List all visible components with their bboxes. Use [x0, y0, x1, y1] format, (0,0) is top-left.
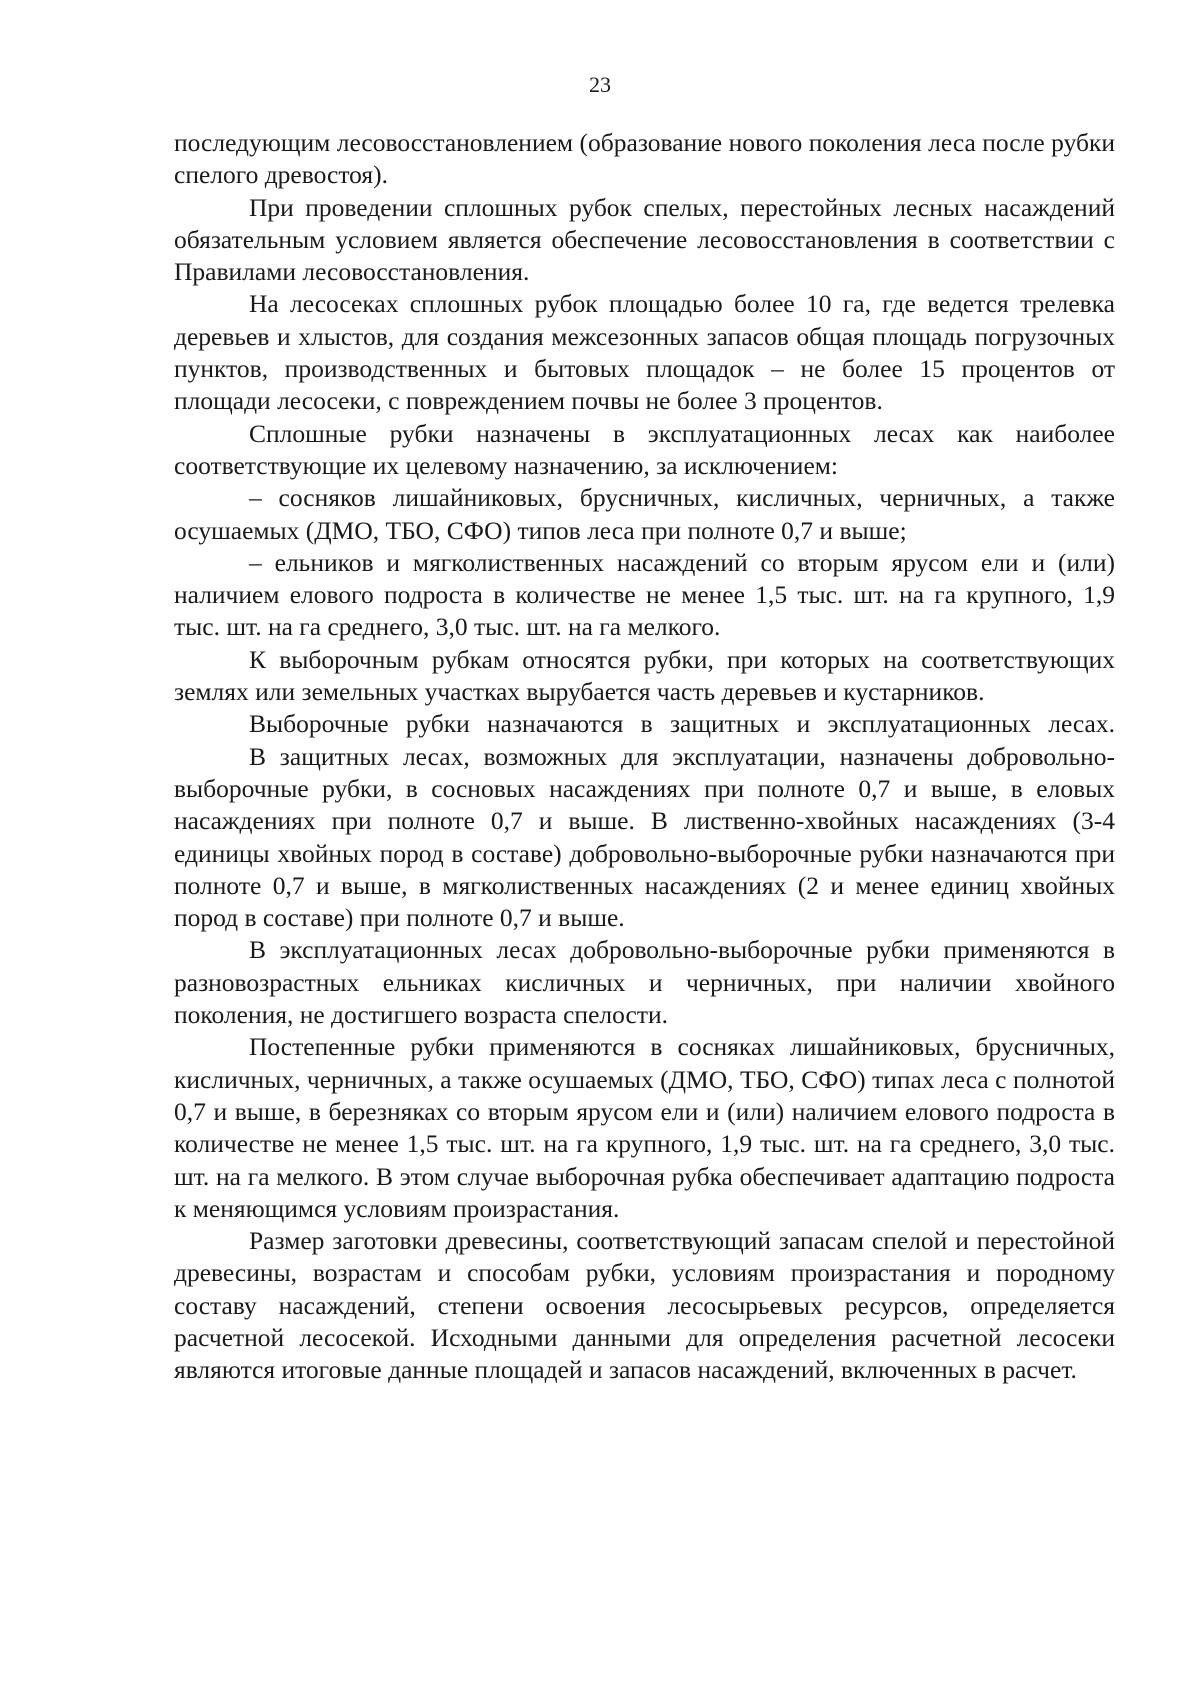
paragraph-continuation: последующим лесовосстановлением (образование нового поколения леса после рубки спелого древостоя). — [174, 128, 1115, 190]
paragraph-protective-forests: В защитных лесах, возможных для эксплуатации, назначены добровольно-выборочные рубки, в сосновых насаждениях при полноте 0,7 и выше, в еловых насаждениях при полноте 0,7 и выше. В лиственно-хвойных насаждениях (3-4 единицы хвойных пород в составе) добровольно-выборочные рубки назначаются при полноте 0,7 и выше, в мягколиственных насаждениях (2 и менее единиц хвойных пород в составе) при полноте 0,7 и выше. — [174, 741, 1115, 933]
paragraph-gradual-cutting: Постепенные рубки применяются в сосняках лишайниковых, брусничных, кисличных, черничных, а также осушаемых (ДМО, ТБО, СФО) типах леса с полнотой 0,7 и выше, в березняках со вторым ярусом ели и (или) наличием елового подроста в количестве не менее 1,5 тыс. шт. на га крупного, 1,9 тыс. шт. на га среднего, 3,0 тыс. шт. на га мелкого. В этом случае выборочная рубка обеспечивает адаптацию подроста к меняющимся условиям произрастания. — [174, 1032, 1115, 1223]
list-item-spruce-stands: – ельников и мягколиственных насаждений со вторым ярусом ели и (или) наличием елового подроста в количестве не менее 1,5 тыс. шт. на га крупного, 1,9 тыс. шт. на га среднего, 3,0 тыс. шт. на га мелкого. — [174, 547, 1115, 642]
paragraph-clear-cutting-exceptions: Сплошные рубки назначены в эксплуатационных лесах как наиболее соответствующие их целевому назначению, за исключением: — [174, 418, 1115, 480]
page-number: 23 — [589, 72, 611, 97]
paragraph-operational-forests: В эксплуатационных лесах добровольно-выборочные рубки применяются в разновозрастных ельниках кисличных и черничных, при наличии хвойного поколения, не достигшего возраста спелости. — [174, 935, 1115, 1030]
paragraph-reforestation-requirement: При проведении сплошных рубок спелых, перестойных лесных насаждений обязательным условием является обеспечение лесовосстановления в соответствии с Правилами лесовосстановления. — [174, 192, 1115, 287]
paragraph-selective-cutting-definition: К выборочным рубкам относятся рубки, при которых на соответствующих землях или земельных участках вырубается часть деревьев и кустарников. — [174, 644, 1115, 707]
paragraph-cutting-area-limits: На лесосеках сплошных рубок площадью более 10 га, где ведется трелевка деревьев и хлыстов, для создания межсезонных запасов общая площадь погрузочных пунктов, производственных и бытовых площадок – не более 15 процентов от площади лесосеки, с повреждением почвы не более 3 процентов. — [174, 289, 1115, 416]
list-item-pine-stands: – сосняков лишайниковых, брусничных, кисличных, черничных, а также осушаемых (ДМО, ТБО, СФО) типов леса при полноте 0,7 и выше; — [174, 483, 1115, 545]
document-body — [174, 127, 1115, 1387]
paragraph-selective-cutting-forests: Выборочные рубки назначаются в защитных и эксплуатационных лесах. — [249, 709, 1115, 739]
paragraph-harvest-volume: Размер заготовки древесины, соответствующий запасам спелой и перестойной древесины, возрастам и способам рубки, условиям произрастания и породному составу насаждений, степени освоения лесосырьевых ресурсов, определяется расчетной лесосекой. Исходными данными для определения расчетной лесосеки являются итоговые данные площадей и запасов насаждений, включенных в расчет. — [174, 1226, 1115, 1385]
